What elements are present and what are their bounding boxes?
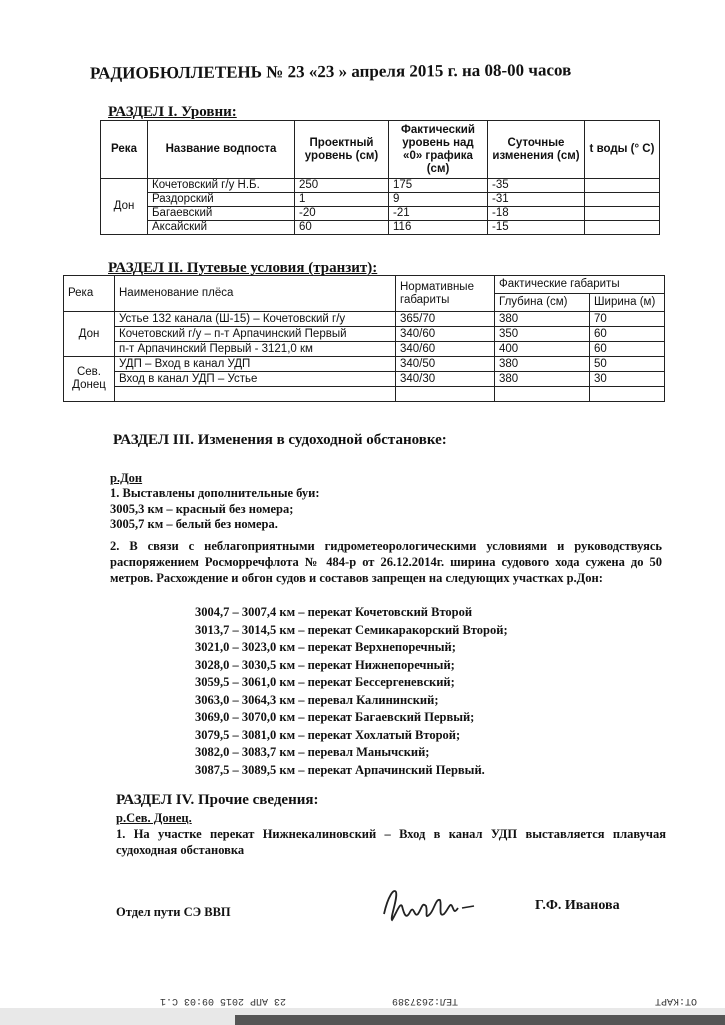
list-item: 3013,7 – 3014,5 км – перекат Семикаракорский Второй; [195, 622, 508, 637]
value-cell: 380 [495, 312, 590, 327]
list-item: 3082,0 – 3083,7 км – перевал Манычский; [195, 745, 430, 759]
col-daily-change: Суточные изменения (см) [488, 121, 585, 179]
fax-from: ОТ:КАРТ [655, 995, 698, 1006]
value-cell: 340/50 [396, 357, 495, 372]
segment-list [195, 604, 508, 779]
table-row [64, 357, 665, 372]
department: Отдел пути СЭ ВВП [116, 905, 231, 919]
list-item: 3059,5 – 3061,0 км – перекат Бессергеневский; [195, 675, 455, 689]
value-cell: 1 [295, 193, 389, 207]
col-river: Река [101, 121, 148, 179]
buoy-2: 3005,7 км – белый без номера. [110, 517, 278, 531]
col-reach: Наименование плёса [115, 276, 396, 312]
list-item: 3004,7 – 3007,4 км – перекат Кочетовский Второй [195, 605, 473, 619]
page-title: РАДИОБЮЛЛЕТЕНЬ № 23 «23 » апреля 2015 г. на 08-00 часов [89, 60, 572, 83]
value-cell: 340/60 [396, 342, 495, 357]
value-cell: 70 [590, 312, 665, 327]
value-cell: 350 [495, 327, 590, 342]
table-row [64, 387, 665, 402]
table-row [64, 312, 665, 327]
value-cell: 340/60 [396, 327, 495, 342]
list-item: 3021,0 – 3023,0 км – перекат Верхнепоречный; [195, 640, 456, 654]
item-2: 2. В связи с неблагоприятными гидрометеорологическими условиями и руководствуясь распоряжением Росморречфлота № 484-р от 26.12.2014г. ширина судового хода сужена до 50 метров. Расхождение и обгон судов и составов запрещен на следующих участках р.Дон: [110, 539, 662, 585]
section-4-heading: РАЗДЕЛ IV. Прочие сведения: [116, 792, 319, 808]
table-row [101, 193, 660, 207]
section-4-text: 1. На участке перекат Нижнекалиновский – Вход в канал УДП выставляется плавучая судоходная обстановка [116, 827, 666, 857]
table-row [101, 207, 660, 221]
col-norm: Нормативные габариты [396, 276, 495, 312]
reach-cell: Кочетовский г/у – п-т Арпачинский Первый [115, 327, 396, 342]
col-post: Название водпоста [148, 121, 295, 179]
value-cell: -15 [488, 221, 585, 235]
table-row [101, 221, 660, 235]
post-cell: Багаевский [148, 207, 295, 221]
river-subheading: р.Дон [110, 471, 143, 485]
value-cell: -18 [488, 207, 585, 221]
value-cell: -20 [295, 207, 389, 221]
transit-header-row [64, 276, 665, 294]
value-cell [585, 221, 660, 235]
value-cell: 9 [389, 193, 488, 207]
value-cell: 380 [495, 357, 590, 372]
col-design-level: Проектный уровень (см) [295, 121, 389, 179]
post-cell: Аксайский [148, 221, 295, 235]
value-cell: 60 [590, 327, 665, 342]
fax-tel: ТЕЛ:2637389 [392, 995, 459, 1006]
reach-cell: Устье 132 канала (Ш-15) – Кочетовский г/у [115, 312, 396, 327]
value-cell: -35 [488, 179, 585, 193]
value-cell: 400 [495, 342, 590, 357]
reach-cell: п-т Арпачинский Первый - 3121,0 км [115, 342, 396, 357]
col-width: Ширина (м) [590, 294, 665, 312]
post-cell: Раздорский [148, 193, 295, 207]
list-item: 3028,0 – 3030,5 км – перекат Нижнепоречный; [195, 657, 455, 672]
value-cell: 340/30 [396, 372, 495, 387]
signer-name: Г.Ф. Иванова [535, 898, 620, 913]
list-item: 3069,0 – 3070,0 км – перекат Багаевский Первый; [195, 710, 475, 724]
value-cell: 60 [295, 221, 389, 235]
col-river: Река [64, 276, 115, 312]
reach-cell: УДП – Вход в канал УДП [115, 357, 396, 372]
section-3-heading: РАЗДЕЛ III. Изменения в судоходной обстановке: [113, 432, 447, 448]
post-cell: Кочетовский г/у Н.Б. [148, 179, 295, 193]
value-cell: 365/70 [396, 312, 495, 327]
value-cell [396, 387, 495, 402]
col-water-temp: t воды (° C) [585, 121, 660, 179]
table-row [101, 179, 660, 193]
river-cell: Дон [64, 312, 115, 357]
fax-date: 23 АПР 2015 09:03 С.1 [160, 995, 287, 1006]
value-cell: 60 [590, 342, 665, 357]
list-item: 3063,0 – 3064,3 км – перевал Калининский; [195, 692, 439, 707]
value-cell [585, 179, 660, 193]
table-row [64, 342, 665, 357]
section-2-heading: РАЗДЕЛ II. Путевые условия (транзит): [108, 260, 378, 276]
river-cell: Сев. Донец [64, 357, 115, 402]
value-cell: 380 [495, 372, 590, 387]
reach-cell: Вход в канал УДП – Устье [115, 372, 396, 387]
levels-table [100, 120, 660, 235]
river-cell: Дон [101, 179, 148, 235]
value-cell [585, 207, 660, 221]
section-1-heading: РАЗДЕЛ I. Уровни: [108, 104, 237, 120]
col-actual: Фактические габариты [495, 276, 665, 294]
value-cell: 116 [389, 221, 488, 235]
list-item: 3079,5 – 3081,0 км – перекат Хохлатый Второй; [195, 727, 461, 742]
reach-cell [115, 387, 396, 402]
value-cell [495, 387, 590, 402]
value-cell: -31 [488, 193, 585, 207]
value-cell: 250 [295, 179, 389, 193]
table-row [64, 372, 665, 387]
scan-edge [235, 1015, 725, 1025]
levels-header-row [101, 121, 660, 179]
transit-table [63, 275, 665, 402]
item-1: 1. Выставлены дополнительные буи: [110, 486, 320, 500]
value-cell: 30 [590, 372, 665, 387]
value-cell [590, 387, 665, 402]
col-actual-level: Фактический уровень над «0» графика (см) [389, 121, 488, 179]
value-cell: 175 [389, 179, 488, 193]
value-cell [585, 193, 660, 207]
signature-image [378, 884, 478, 929]
buoy-1: 3005,3 км – красный без номера; [110, 502, 294, 516]
river-subheading: р.Сев. Донец. [116, 811, 192, 825]
table-row [64, 327, 665, 342]
list-item: 3087,5 – 3089,5 км – перекат Арпачинский Первый. [195, 762, 485, 777]
value-cell: 50 [590, 357, 665, 372]
value-cell: -21 [389, 207, 488, 221]
col-depth: Глубина (см) [495, 294, 590, 312]
